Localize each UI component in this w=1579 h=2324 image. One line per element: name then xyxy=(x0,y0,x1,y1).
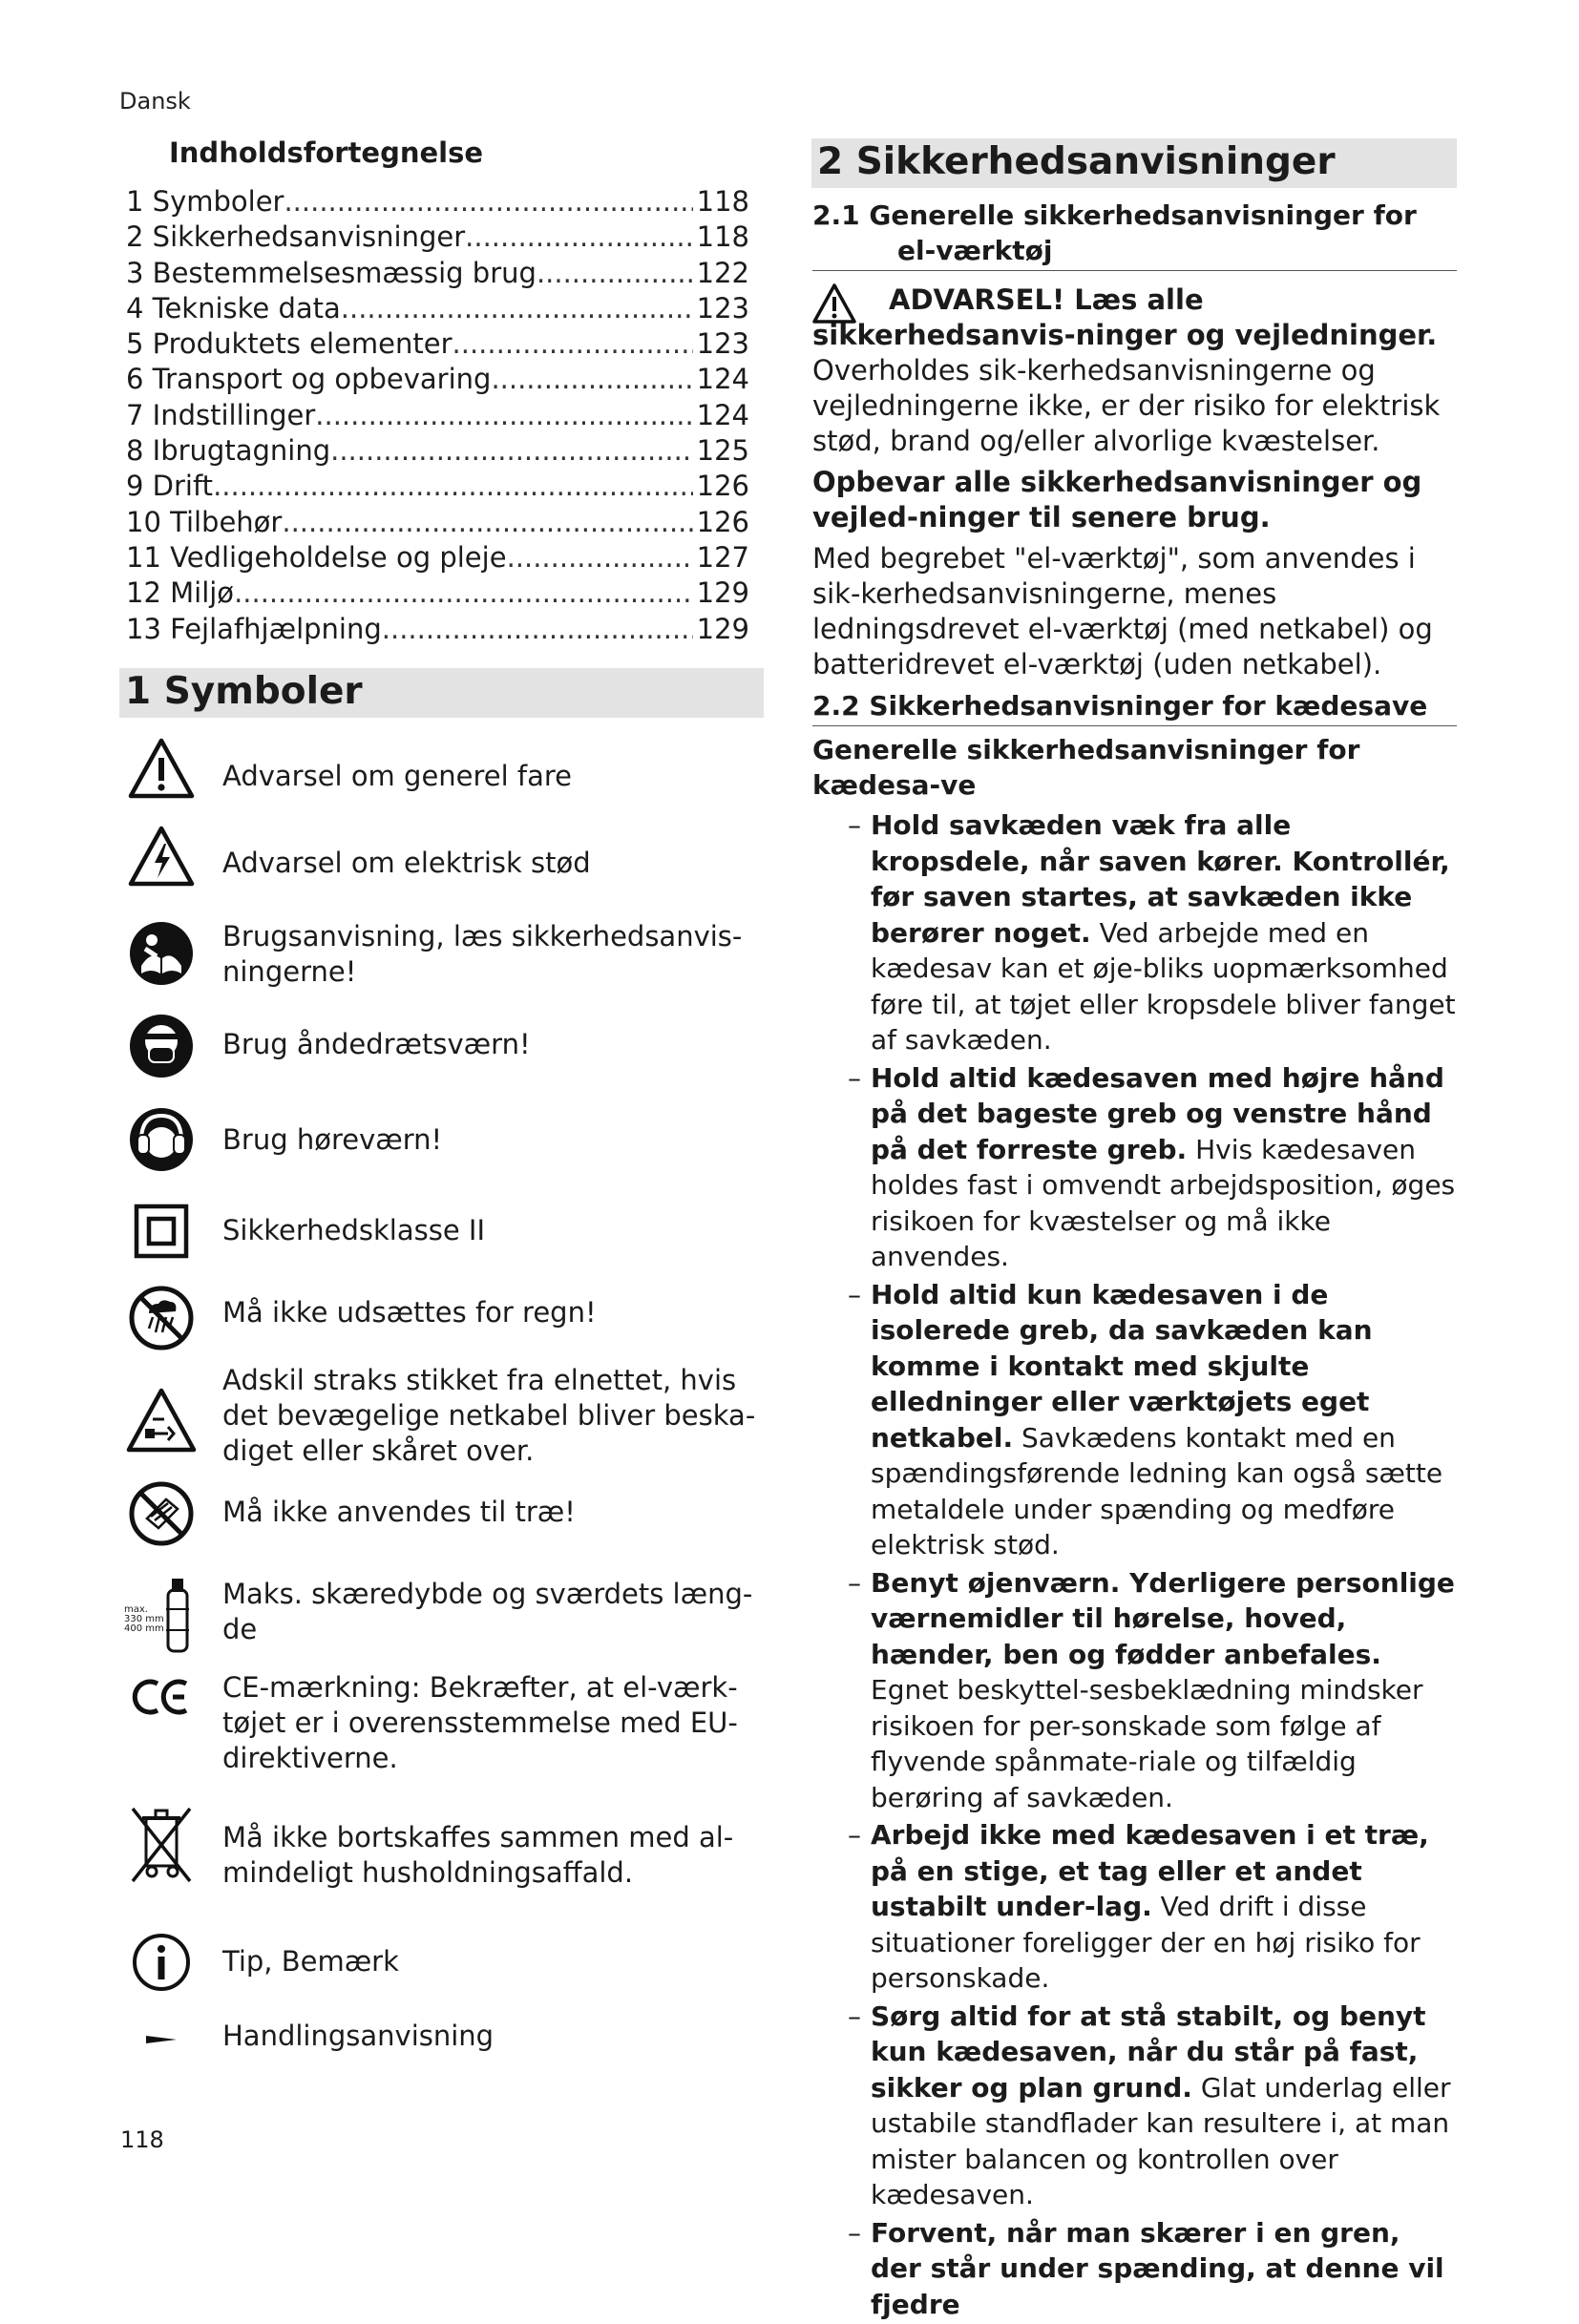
symbol-description: Advarsel om generel fare xyxy=(222,760,573,792)
toc-leader-dots xyxy=(234,576,693,611)
list-item-body: Savkædens kontakt med en spændingsførende ledning kan også sætte metaldele under spænding og medføre elektrisk stød. xyxy=(871,1421,1443,1560)
toc-entry[interactable] xyxy=(126,540,749,576)
toc-entry[interactable] xyxy=(126,220,749,255)
symbol-description: Adskil straks stikket fra elnettet, hvis det bevægelige netkabel bliver beska-diget eller skåret over. xyxy=(222,1364,756,1467)
toc-entry-page: 126 xyxy=(696,470,749,503)
list-item-lead: Hold altid kædesaven med højre hånd på det bageste greb og venstre hånd på det forreste greb. xyxy=(871,1061,1444,1165)
toc-leader-dots xyxy=(341,291,693,326)
safety-content xyxy=(812,198,1457,2324)
toc-entry-label: 12 Miljø xyxy=(126,576,235,610)
toc-entry[interactable] xyxy=(126,612,749,647)
symbol-description: CE-mærkning: Bekræfter, at el-værk-tøjet er i overensstemmelse med EU-direktiverne. xyxy=(222,1671,738,1774)
section-heading-safety: 2 Sikkerhedsanvisninger xyxy=(811,138,1457,188)
electric-shock-icon xyxy=(124,823,199,890)
toc-entry-page: 123 xyxy=(696,327,749,361)
warning-triangle-icon xyxy=(124,735,199,802)
list-item-lead: Sørg altid for at stå stabilt, og benyt kun kædesaven, når du står på fast, sikker og plan grund. xyxy=(871,1999,1426,2104)
toc-leader-dots xyxy=(330,433,693,469)
toc-leader-dots xyxy=(491,362,692,397)
toc-entry[interactable] xyxy=(126,505,749,540)
toc-leader-dots xyxy=(507,540,693,576)
page-number: 118 xyxy=(120,2126,164,2153)
list-item: – Benyt øjenværn. Yderligere personlige værnemidler til hørelse, hoved, hænder, ben og fødder anbefales. Egnet beskyttel-sesbeklædning mindsker risikoen for per-sonskade som følge af flyvende spånmate-riale og tilfældig berøring af savkæden. xyxy=(848,1566,1455,1813)
toc-entry-page: 124 xyxy=(696,398,749,431)
toc-entry[interactable] xyxy=(126,291,749,326)
toc-leader-dots xyxy=(282,505,692,540)
toc-entry-page: 122 xyxy=(696,256,749,289)
toc-leader-dots xyxy=(465,220,692,255)
read-manual-icon xyxy=(124,919,199,988)
warning-lead: ADVARSEL! Læs alle sikkerhedsanvis-ninger og vejledninger. xyxy=(812,283,1438,351)
warning-body: Overholdes sik-kerhedsanvisningerne og vejledningerne ikke, er der risiko for elektrisk stød, brand og/eller alvorlige kvæstelser. xyxy=(812,354,1441,457)
toc-entry[interactable] xyxy=(126,362,749,397)
symbol-description: Må ikke bortskaffes sammen med al-mindeligt husholdningsaffald. xyxy=(222,1821,734,1889)
ear-protection-icon xyxy=(124,1105,199,1174)
symbol-description: Brug åndedrætsværn! xyxy=(222,1028,531,1060)
toc-entry[interactable] xyxy=(126,184,749,220)
term-definition-paragraph: Med begrebet "el-værktøj", som anvendes i sik-kerhedsanvisningerne, menes ledningsdrevet el-værktøj (med netkabel) og batteridrevet el-værktøj (uden netkabel). xyxy=(812,542,1433,680)
subsection-title-2-1: 2.1 Generelle sikkerhedsanvisninger for xyxy=(812,199,1417,231)
symbol-description: Tip, Bemærk xyxy=(222,1945,399,1978)
toc-entry-page: 126 xyxy=(696,505,749,538)
warning-triangle-icon xyxy=(812,283,856,328)
toc-entry[interactable] xyxy=(126,326,749,362)
cutting-depth-icon-labels: max. 330 mm 400 mm xyxy=(124,1604,164,1634)
toc-entry-page: 129 xyxy=(696,576,749,610)
toc-entry-label: 1 Symboler xyxy=(126,185,284,218)
list-item: – Forvent, når man skærer i en gren, der står under spænding, at denne vil fjedre xyxy=(848,2216,1444,2320)
list-item: – Sørg altid for at stå stabilt, og benyt kun kædesaven, når du står på fast, sikker og plan grund. Glat underlag eller ustabile standflader kan resultere i, at man mister balancen og kontrollen over kædesaven. xyxy=(848,1999,1451,2210)
toc-entry[interactable] xyxy=(126,398,749,433)
toc-entry[interactable] xyxy=(126,433,749,469)
list-item-body: Egnet beskyttel-sesbeklædning mindsker risikoen for per-sonskade som følge af flyvende spånmate-riale og tilfældig berøring af savkæden. xyxy=(871,1674,1423,1813)
toc-entry-label: 13 Fejlafhjælpning xyxy=(126,612,382,645)
symbol-description: Må ikke anvendes til træ! xyxy=(222,1496,576,1528)
list-item-lead: Arbejd ikke med kædesaven i et træ, på en stige, et tag eller et andet ustabilt under-lag. xyxy=(871,1819,1429,1922)
list-item: – Arbejd ikke med kædesaven i et træ, på en stige, et tag eller et andet ustabilt under-lag. Ved drift i disse situationer foreligger der en høj risiko for personskade. xyxy=(848,1819,1429,1994)
toc-entry-label: 5 Produktets elementer xyxy=(126,327,453,361)
general-chainsaw-heading: Generelle sikkerhedsanvisninger for kædesa-ve xyxy=(812,734,1360,801)
toc-entry-page: 127 xyxy=(696,540,749,574)
list-item-body: Ved arbejde med en kædesav kan et øje-bliks uopmærksomhed føre til, at tøjet eller kropsdele bliver fanget af savkæden. xyxy=(871,916,1456,1056)
no-rain-icon xyxy=(124,1284,199,1352)
toc-entry[interactable] xyxy=(126,576,749,611)
toc-entry-label: 2 Sikkerhedsanvisninger xyxy=(126,220,466,254)
symbol-description: Maks. skæredybde og sværdets læng-de xyxy=(222,1578,753,1645)
toc-entry-label: 4 Tekniske data xyxy=(126,291,341,325)
list-item-body: Hvis kædesaven holdes fast i omvendt arbejdsposition, øges risikoen for kvæstelser og må ikke anvendes. xyxy=(871,1133,1456,1272)
toc-entry-label: 11 Vedligeholdelse og pleje xyxy=(126,540,507,574)
list-item: – Hold altid kædesaven med højre hånd på det bageste greb og venstre hånd på det forreste greb. Hvis kædesaven holdes fast i omvendt arbejdsposition, øges risikoen for kvæstelser og må ikke anvendes. xyxy=(848,1061,1456,1272)
toc-leader-dots xyxy=(284,184,692,220)
list-item-lead: Forvent, når man skærer i en gren, der står under spænding, at denne vil fjedre xyxy=(871,2216,1444,2320)
list-item-lead: Hold altid kun kædesaven i de isolerede greb, da savkæden kan komme i kontakt med skjulte elledninger eller værktøjets eget netkabel. xyxy=(871,1278,1373,1454)
symbol-description: Handlingsanvisning xyxy=(222,2020,495,2052)
keep-instructions-note: Opbevar alle sikkerhedsanvisninger og vejled-ninger til senere brug. xyxy=(812,466,1422,534)
warning-paragraph xyxy=(812,283,1457,459)
subsection-title-2-2: 2.2 Sikkerhedsanvisninger for kædesave xyxy=(812,688,1457,726)
info-icon xyxy=(124,1930,199,1995)
toc-entry-label: 6 Transport og opbevaring xyxy=(126,363,492,396)
list-item-lead: Benyt øjenværn. Yderligere personlige værnemidler til hørelse, hoved, hænder, ben og fødder anbefales. xyxy=(871,1566,1455,1670)
toc-entry-page: 118 xyxy=(696,185,749,218)
list-item: – Hold savkæden væk fra alle kropsdele, når saven kører. Kontrollér, før saven startes, at savkæden ikke berører noget. Ved arbejde med en kædesav kan et øje-bliks uopmærksomhed føre til, at tøjet eller kropsdele bliver fanget af savkæden. xyxy=(848,809,1456,1056)
safety-item-list xyxy=(812,807,1457,2322)
symbol-description: Sikkerhedsklasse II xyxy=(222,1214,486,1246)
symbol-description: Advarsel om elektrisk stød xyxy=(222,847,591,879)
list-item-body: Glat underlag eller ustabile standflader kan resultere i, at man mister balancen og kontrollen over kædesaven. xyxy=(871,2071,1451,2210)
toc-entry-page: 118 xyxy=(696,220,749,254)
toc-entry-label: 3 Bestemmelsesmæssig brug xyxy=(126,256,537,289)
ce-mark-icon xyxy=(124,1676,199,1718)
symbol-description: Brug høreværn! xyxy=(222,1123,443,1156)
page-language-label: Dansk xyxy=(119,88,191,115)
toc-leader-dots xyxy=(315,398,692,433)
list-item-body: Ved drift i disse situationer foreligger der en høj risiko for personskade. xyxy=(871,1891,1421,1994)
unplug-cable-damage-icon xyxy=(124,1382,199,1458)
symbol-description: Må ikke udsættes for regn! xyxy=(222,1296,597,1329)
toc-entry-page: 123 xyxy=(696,291,749,325)
toc-entry-page: 129 xyxy=(696,612,749,645)
table-of-contents xyxy=(126,184,749,647)
subsection-title-2-1-cont: el-værktøj xyxy=(812,233,1457,271)
protection-class-ii-icon xyxy=(124,1201,199,1262)
symbol-description: Brugsanvisning, læs sikkerhedsanvis-ningerne! xyxy=(222,920,743,988)
toc-entry-label: 7 Indstillinger xyxy=(126,398,316,431)
toc-title: Indholdsfortegnelse xyxy=(169,136,484,169)
toc-leader-dots xyxy=(453,326,693,362)
list-item-lead: Hold savkæden væk fra alle kropsdele, når saven kører. Kontrollér, før saven startes, at savkæden ikke berører noget. xyxy=(871,809,1450,949)
respirator-icon xyxy=(124,1012,199,1080)
toc-leader-dots xyxy=(382,612,693,647)
cutting-depth-icon xyxy=(124,1577,199,1657)
toc-entry-label: 10 Tilbehør xyxy=(126,505,283,538)
warning-block xyxy=(812,283,1457,459)
toc-entry-page: 125 xyxy=(696,434,749,468)
toc-leader-dots xyxy=(537,256,693,291)
toc-entry-page: 124 xyxy=(696,363,749,396)
toc-entry-label: 8 Ibrugtagning xyxy=(126,434,331,468)
no-household-waste-icon xyxy=(124,1804,199,1886)
no-wood-icon xyxy=(124,1479,199,1548)
toc-entry-label: 9 Drift xyxy=(126,470,214,503)
toc-entry[interactable] xyxy=(126,469,749,504)
action-arrow-icon xyxy=(124,2022,199,2057)
list-item: – Hold altid kun kædesaven i de isolerede greb, da savkæden kan komme i kontakt med skjulte elledninger eller værktøjets eget netkabel. Savkædens kontakt med en spændingsførende ledning kan også sætte metaldele under spænding og medføre elektrisk stød. xyxy=(848,1278,1443,1560)
section-heading-symbols: 1 Symboler xyxy=(119,668,764,718)
toc-entry[interactable] xyxy=(126,256,749,291)
toc-leader-dots xyxy=(213,469,693,504)
